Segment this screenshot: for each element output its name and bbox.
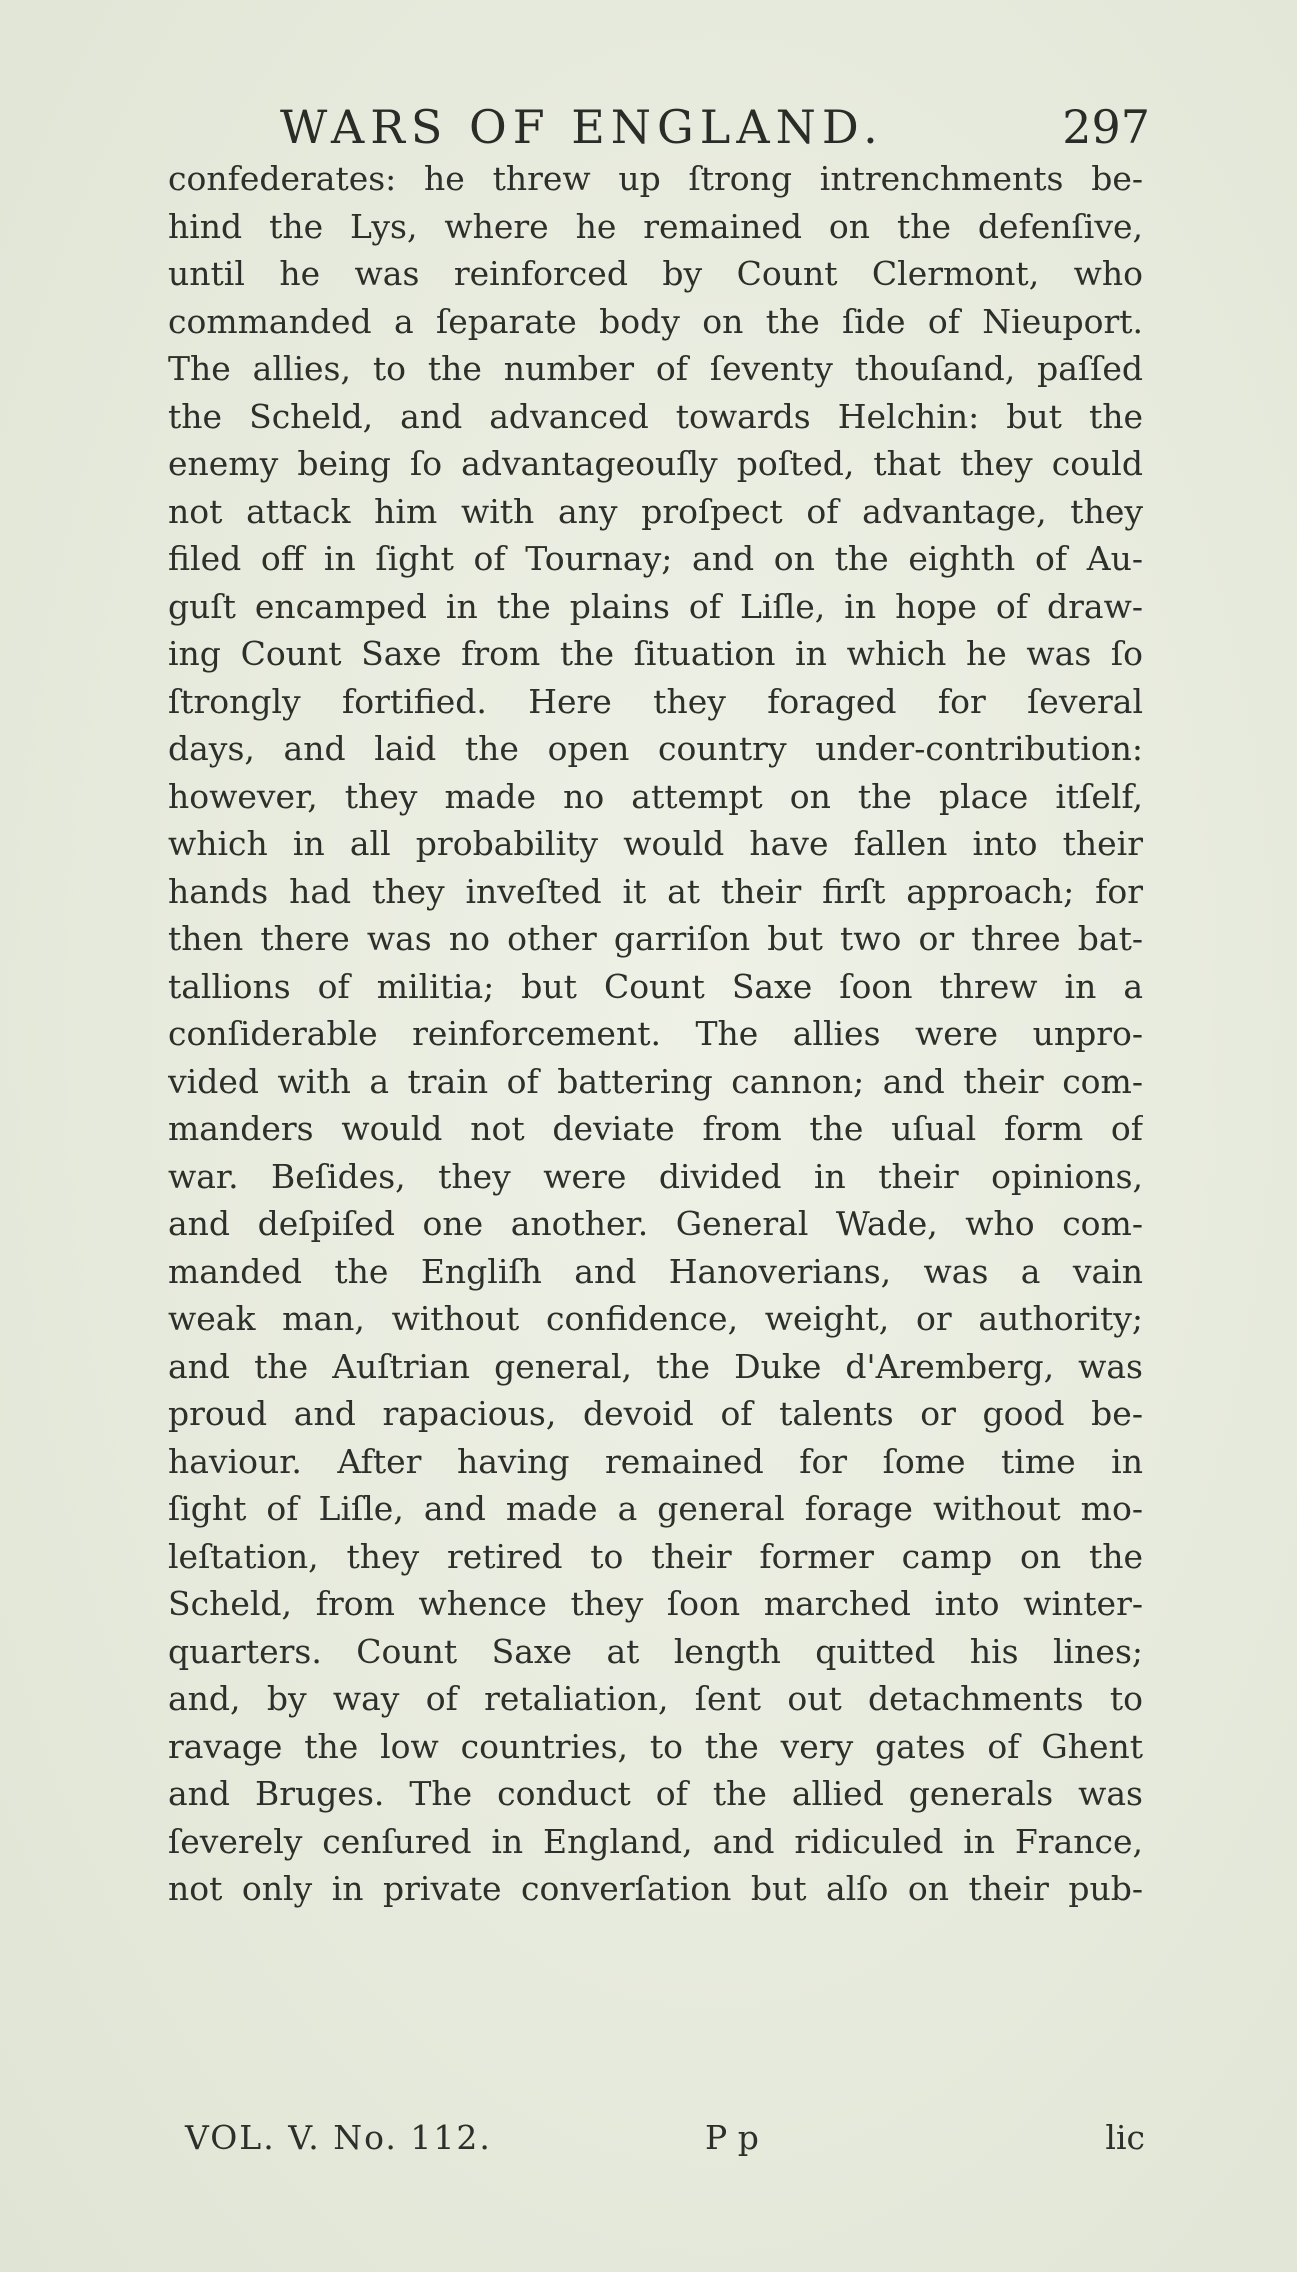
text-line: proud and rapacious, devoid of talents or good be- <box>168 1394 1143 1433</box>
text-line: until he was reinforced by Count Clermont, who <box>168 254 1143 293</box>
text-line: ſight of Liſle, and made a general forage without mo- <box>168 1489 1143 1528</box>
text-line: quarters. Count Saxe at length quitted his lines; <box>168 1631 1143 1671</box>
text-line: conſiderable reinforcement. The allies were unpro- <box>168 1014 1143 1053</box>
body-text <box>168 155 1143 1913</box>
page-number: 297 <box>1062 100 1150 154</box>
text-line: commanded a ſeparate body on the ſide of Nieuport. <box>168 301 1143 341</box>
text-line: hands had they inveſted it at their firſt approach; for <box>168 871 1143 911</box>
running-head: WARS OF ENGLAND. <box>280 100 884 154</box>
text-line: however, they made no attempt on the place itſelf, <box>168 776 1143 816</box>
page-header <box>280 92 1150 162</box>
text-line: and, by way of retaliation, ſent out detachments to <box>168 1679 1143 1718</box>
text-line: enemy being ſo advantageouſly poſted, that they could <box>168 444 1143 483</box>
text-line: which in all probability would have fallen into their <box>168 824 1143 863</box>
text-line: The allies, to the number of ſeventy thouſand, paſſed <box>168 349 1143 388</box>
text-line: not attack him with any proſpect of advantage, they <box>168 491 1143 531</box>
text-line: confederates: he threw up ſtrong intrenchments be- <box>168 159 1143 198</box>
text-line: manders would not deviate from the uſual form of <box>168 1109 1143 1148</box>
text-line: and Bruges. The conduct of the allied generals was <box>168 1774 1143 1813</box>
volume-signature: VOL. V. No. 112. <box>185 2118 492 2157</box>
text-line: and deſpiſed one another. General Wade, who com- <box>168 1204 1143 1243</box>
text-line: leſtation, they retired to their former camp on the <box>168 1536 1143 1576</box>
text-line: war. Beſides, they were divided in their opinions, <box>168 1156 1143 1196</box>
text-line: guſt encamped in the plains of Liſle, in hope of draw- <box>168 586 1143 626</box>
text-line: filed off in ſight of Tournay; and on the eighth of Au- <box>168 539 1143 578</box>
text-line: then there was no other garriſon but two or three bat- <box>168 919 1143 958</box>
text-line: ſeverely cenſured in England, and ridiculed in France, <box>168 1821 1143 1861</box>
text-line: ravage the low countries, to the very gates of Ghent <box>168 1726 1143 1766</box>
catchword: lic <box>1105 2118 1145 2157</box>
text-line: Scheld, from whence they ſoon marched into winter- <box>168 1584 1143 1623</box>
text-line: weak man, without confidence, weight, or authority; <box>168 1299 1143 1338</box>
text-line: haviour. After having remained for ſome time in <box>168 1441 1143 1481</box>
page-footer <box>185 2118 1145 2168</box>
text-line: vided with a train of battering cannon; and their com- <box>168 1061 1143 1101</box>
text-line: hind the Lys, where he remained on the defenſive, <box>168 206 1143 246</box>
text-line: ing Count Saxe from the ſituation in which he was ſo <box>168 634 1143 673</box>
text-line: not only in private converſation but alſo on their pub- <box>168 1869 1143 1908</box>
text-line: the Scheld, and advanced towards Helchin: but the <box>168 396 1143 436</box>
text-line: manded the Engliſh and Hanoverians, was a vain <box>168 1251 1143 1291</box>
text-line: tallions of militia; but Count Saxe ſoon threw in a <box>168 966 1143 1006</box>
text-line: and the Auſtrian general, the Duke d'Aremberg, was <box>168 1346 1143 1386</box>
text-line: days, and laid the open country under-contribution: <box>168 729 1143 768</box>
signature-mark: P p <box>705 2118 759 2157</box>
text-line: ſtrongly fortified. Here they foraged for ſeveral <box>168 681 1143 721</box>
